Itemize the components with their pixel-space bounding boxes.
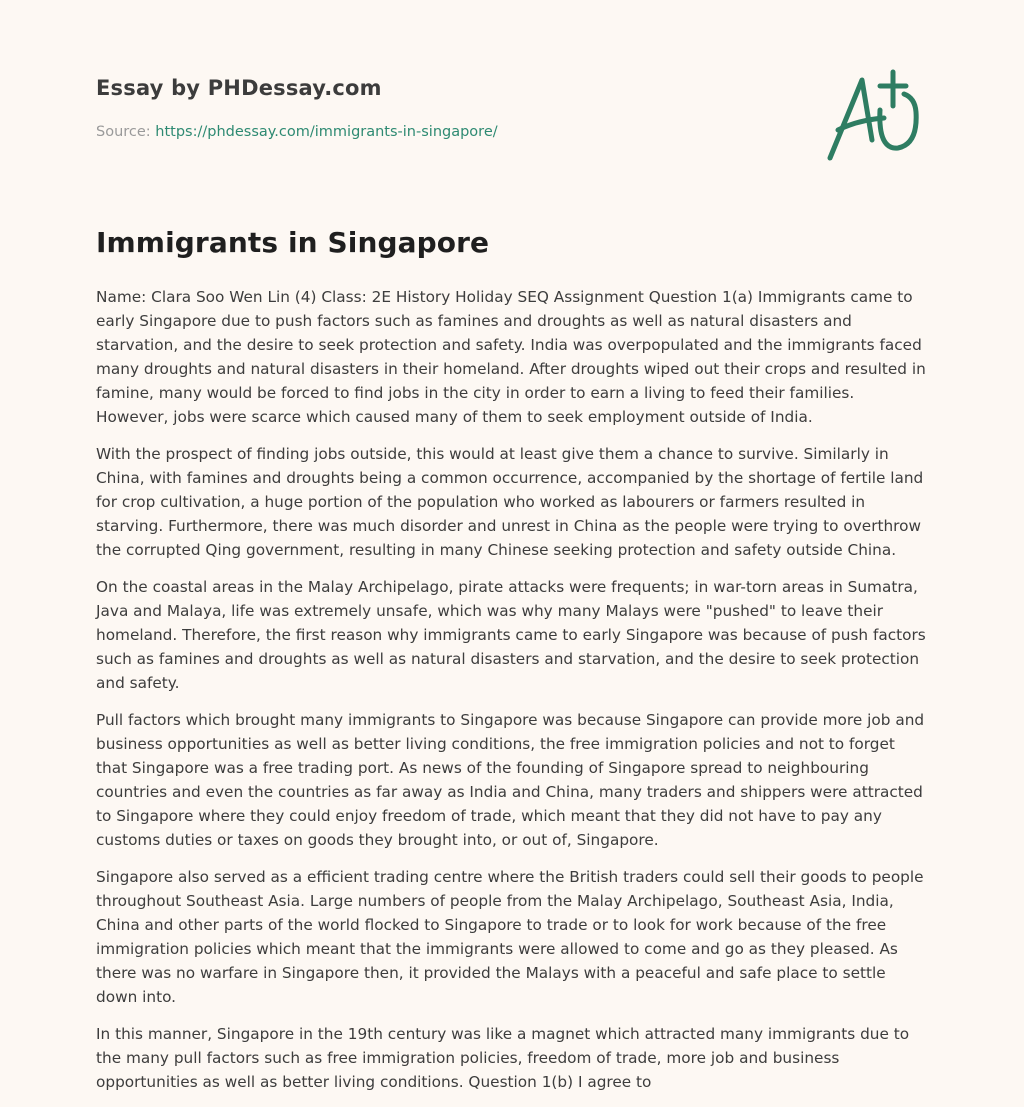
source-line [96, 124, 498, 140]
essay-paragraph: Singapore also served as a efficient trading centre where the British traders could sell their goods to people throughout Southeast Asia. Large numbers of people from the Malay Archipelago, Southeast Asia, India, China and other parts of the world flocked to Singapore to trade or to look for work because of the free immigration policies which meant that the immigrants were allowed to come and go as they pleased. As there was no warfare in Singapore then, it provided the Malays with a peaceful and safe place to settle down into. [96, 868, 924, 1006]
source-link[interactable]: https://phdessay.com/immigrants-in-singapore/ [155, 124, 498, 140]
essay-title: Immigrants in Singapore [96, 226, 490, 259]
essay-paragraph: In this manner, Singapore in the 19th century was like a magnet which attracted many immigrants due to the many pull factors such as free immigration policies, freedom of trade, more job and business opportunities as well as better living conditions. Question 1(b) I agree to [96, 1025, 910, 1091]
source-label: Source: [96, 124, 156, 140]
site-title: Essay by PHDessay.com [96, 76, 382, 100]
essay-paragraph: Name: Clara Soo Wen Lin (4) Class: 2E History Holiday SEQ Assignment Question 1(a) Immigrants came to early Singapore due to push factors such as famines and droughts as well as natural disasters and starvation, and the desire to seek protection and safety. India was overpopulated and the immigrants faced many droughts and natural disasters in their homeland. After droughts wiped out their crops and resulted in famine, many would be forced to find jobs in the city in order to earn a living to feed their families. However, jobs were scarce which caused many of them to seek employment outside of India. [96, 288, 926, 426]
essay-paragraph: With the prospect of finding jobs outside, this would at least give them a chance to survive. Similarly in China, with famines and droughts being a common occurrence, accompanied by the shortage of fertile land for crop cultivation, a huge portion of the population who worked as labourers or farmers resulted in starving. Furthermore, there was much disorder and unrest in China as the people were trying to overthrow the corrupted Qing government, resulting in many Chinese seeking protection and safety outside China. [96, 445, 924, 559]
a-plus-logo-icon [820, 66, 932, 166]
essay-body [96, 285, 928, 1107]
essay-paragraph: Pull factors which brought many immigrants to Singapore was because Singapore can provide more job and business opportunities as well as better living conditions, the free immigration policies and not to forget that Singapore was a free trading port. As news of the founding of Singapore spread to neighbouring countries and even the countries as far away as India and China, many traders and shippers were attracted to Singapore where they could enjoy freedom of trade, which meant that they did not have to pay any customs duties or taxes on goods they brought into, or out of, Singapore. [96, 711, 925, 849]
essay-paragraph: On the coastal areas in the Malay Archipelago, pirate attacks were frequents; in war-torn areas in Sumatra, Java and Malaya, life was extremely unsafe, which was why many Malays were "pushed" to leave their homeland. Therefore, the first reason why immigrants came to early Singapore was because of push factors such as famines and droughts as well as natural disasters and starvation, and the desire to seek protection and safety. [96, 578, 926, 692]
